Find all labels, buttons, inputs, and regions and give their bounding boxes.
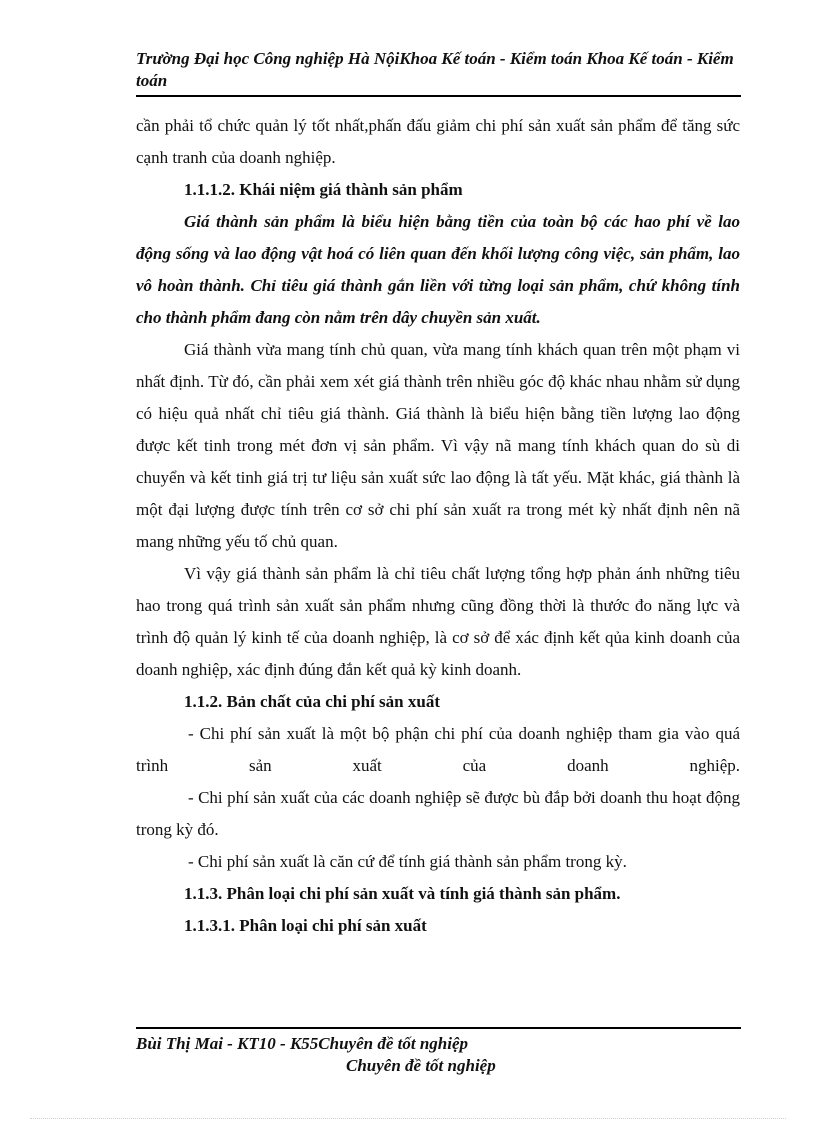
section-heading-1-1-3-1: 1.1.3.1. Phân loại chi phí sản xuất xyxy=(184,916,427,935)
footer-title-line: Chuyên đề tốt nghiệp xyxy=(346,1056,496,1075)
footer-rule xyxy=(136,1027,741,1029)
paragraph-subjectivity: Giá thành vừa mang tính chủ quan, vừa mang tính khách quan trên một phạm vi nhất định. Từ đó, cần phải xem xét giá thành trên nhiều góc độ khác nhau nhằm sử dụng có hiệu quả nhất chỉ tiêu giá thành. Giá thành là biểu hiện bằng tiền lượng lao động được kết tinh trong mét đơn vị sản phẩm. Vì vậy nã mang tính khách quan do sù di chuyển và kết tinh giá trị tư liệu sản xuất sức lao động là tất yếu. Mặt khác, giá thành là một đại lượng được tính trên cơ sở chi phí sản xuất ra trong mét kỳ nhất định nên nã mang những yếu tố chủ quan. xyxy=(136,340,740,551)
bullet-item-2: - Chi phí sản xuất của các doanh nghiệp sẽ được bù đắp bởi doanh thu hoạt động trong kỳ đó. xyxy=(136,788,740,839)
page-header: Trường Đại học Công nghiệp Hà NộiKhoa Kế toán - Kiểm toán Khoa Kế toán - Kiểm toán xyxy=(136,49,734,90)
page-bottom-dotted-line xyxy=(30,1118,786,1119)
section-heading-1-1-3: 1.1.3. Phân loại chi phí sản xuất và tính giá thành sản phẩm. xyxy=(184,884,621,903)
footer-author-line: Bùi Thị Mai - KT10 - K55Chuyên đề tốt nghiệp xyxy=(136,1034,469,1053)
header-rule xyxy=(136,95,741,97)
section-heading-1-1-2: 1.1.2. Bản chất của chi phí sản xuất xyxy=(184,692,440,711)
bullet-item-1: - Chi phí sản xuất là một bộ phận chi phí của doanh nghiệp tham gia vào quá trình sản xuất của doanh nghiệp. xyxy=(136,724,740,775)
paragraph-quality-indicator: Vì vậy giá thành sản phẩm là chỉ tiêu chất lượng tổng hợp phản ánh những tiêu hao trong quá trình sản xuất sản phẩm nhưng cũng đồng thời là thước đo năng lực và trình độ quản lý kinh tế của doanh nghiệp, là cơ sở để xác định kết qủa kinh doanh của doanh nghiệp, xác định đúng đắn kết quả kỳ kinh doanh. xyxy=(136,564,740,679)
document-body xyxy=(136,110,740,942)
paragraph-intro: cần phải tổ chức quản lý tốt nhất,phấn đấu giảm chi phí sản xuất sản phẩm để tăng sức cạnh tranh của doanh nghiệp. xyxy=(136,116,740,167)
bullet-item-3: - Chi phí sản xuất là căn cứ để tính giá thành sản phẩm trong kỳ. xyxy=(188,852,627,871)
section-heading-1-1-1-2: 1.1.1.2. Khái niệm giá thành sản phẩm xyxy=(184,180,463,199)
page-footer xyxy=(136,1033,740,1077)
definition-paragraph: Giá thành sản phẩm là biểu hiện bằng tiền của toàn bộ các hao phí về lao động sống và lao động vật hoá có liên quan đến khối lượng công việc, sản phẩm, lao vô hoàn thành. Chỉ tiêu giá thành gắn liền với từng loại sản phẩm, chứ không tính cho thành phẩm đang còn nằm trên dây chuyền sản xuất. xyxy=(136,212,740,327)
